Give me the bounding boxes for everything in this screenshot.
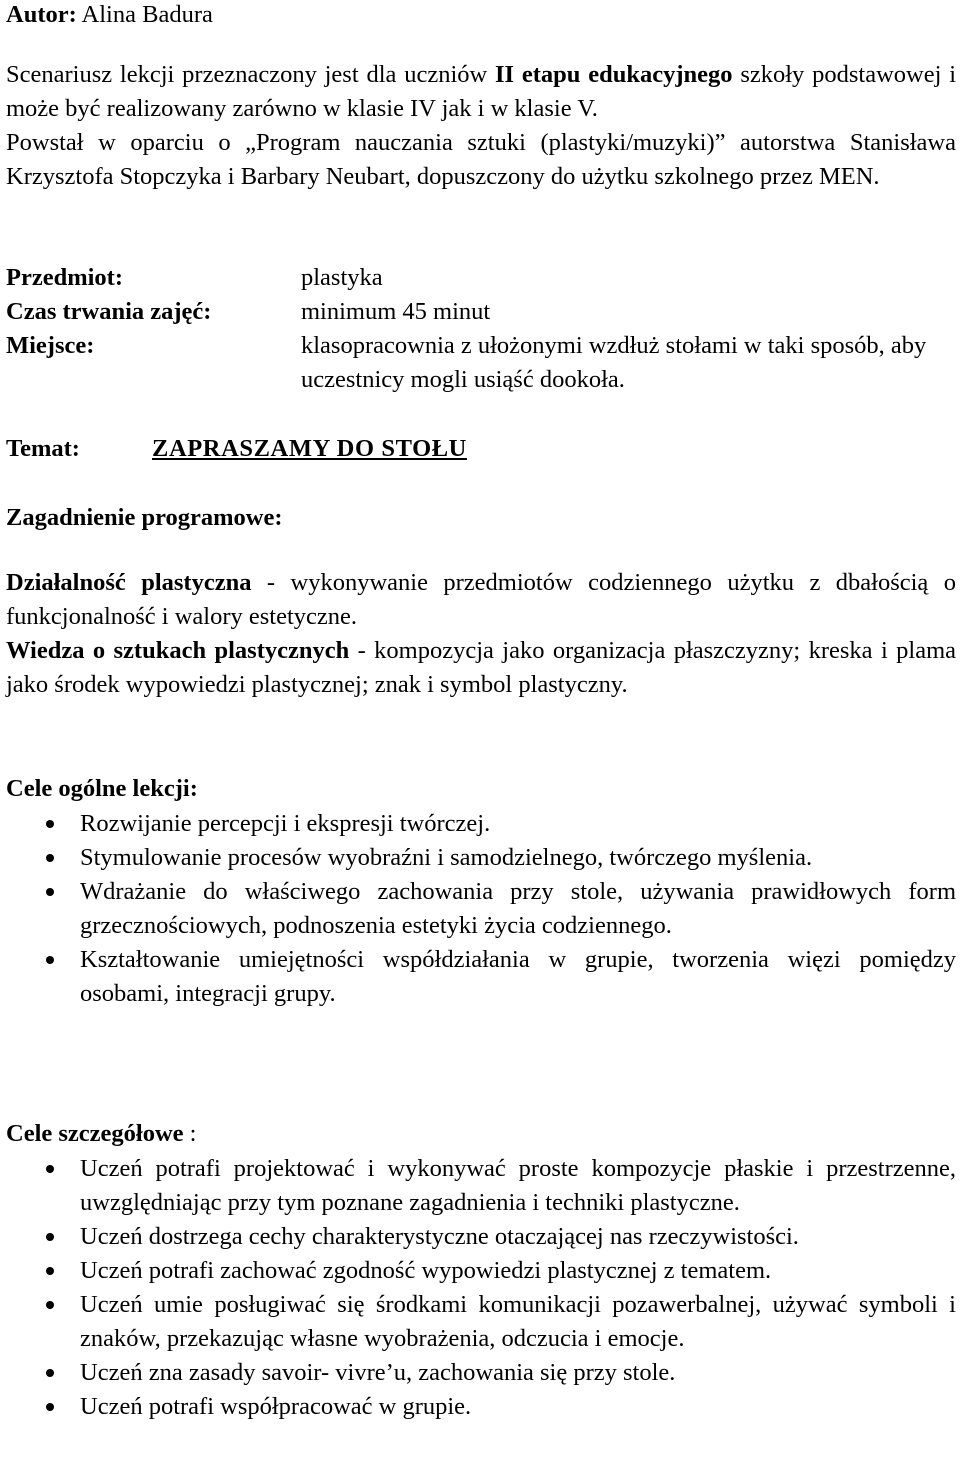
list-item: Uczeń umie posługiwać się środkami komunikacji pozawerbalnej, używać symboli i znaków, przekazując własne wyobrażenia, odczucia i emocje. [6,1288,956,1356]
list-item: Uczeń dostrzega cechy charakterystyczne otaczającej nas rzeczywistości. [6,1220,956,1254]
lesson-info [6,261,956,397]
detailed-goals-heading: Cele szczegółowe [6,1120,184,1147]
intro [6,58,956,194]
intro-stage: II etapu edukacyjnego [495,61,733,88]
intro-text: Scenariusz lekcji przeznaczony jest dla uczniów [6,61,495,88]
author-name: Alina Badura [81,1,213,28]
list-item: Kształtowanie umiejętności współdziałania w grupie, tworzenia więzi pomiędzy osobami, integracji grupy. [6,943,956,1011]
list-item: Uczeń zna zasady savoir- vivre’u, zachowania się przy stole. [6,1356,956,1390]
detailed-goals-colon: : [183,1120,197,1147]
intro-paragraph-2: Powstał w oparciu o „Program nauczania sztuki (plastyki/muzyki)” autorstwa Stanisława Krzysztofa Stopczyka i Barbary Neubart, dopuszczony do użytku szkolnego przez MEN. [6,129,956,190]
program-item-2-text: - kompozycja jako organizacja płaszczyzny; kreska i plama jako środek wypowiedzi plastycznej; znak i symbol plastyczny. [6,637,956,698]
program-heading: Zagadnienie programowe: [6,504,283,531]
list-item: Wdrażanie do właściwego zachowania przy stole, używania prawidłowych form grzecznościowych, podnoszenia estetyki życia codziennego. [6,875,956,943]
general-goals-list [6,807,956,1011]
intro-text-rest: szkoły podstawowej i może być realizowany zarówno w klasie IV jak i w klasie V. [6,61,956,122]
place-row [6,329,956,397]
list-item: Rozwijanie percepcji i ekspresji twórczej. [6,807,956,841]
subject-value: plastyka [301,264,383,291]
program-items [6,566,956,702]
program-item-1-title: Działalność plastyczna [6,569,252,596]
program-item-1 [6,566,956,634]
program-item-2-title: Wiedza o sztukach plastycznych [6,637,350,664]
subject-label: Przedmiot: [6,264,123,291]
general-goals-heading: Cele ogólne lekcji: [6,775,198,802]
list-item: Stymulowanie procesów wyobraźni i samodzielnego, twórczego myślenia. [6,841,956,875]
duration-label: Czas trwania zajęć: [6,298,212,325]
intro-paragraph-1 [6,58,956,126]
topic-row [6,432,467,466]
program-item-2 [6,634,956,702]
subject-row [6,261,956,295]
list-item: Uczeń potrafi zachować zgodność wypowiedzi plastycznej z tematem. [6,1254,956,1288]
author-line [6,0,213,32]
place-value: klasopracownia z ułożonymi wzdłuż stołami w taki sposób, aby uczestnicy mogli usiąść dookoła. [301,332,927,393]
topic-title: ZAPRASZAMY DO STOŁU [152,435,467,462]
author-label: Autor: [6,1,77,28]
duration-row [6,295,956,329]
duration-value: minimum 45 minut [301,298,491,325]
detailed-goals-heading-line [6,1117,196,1151]
detailed-goals-list [6,1152,956,1424]
list-item: Uczeń potrafi współpracować w grupie. [6,1390,956,1424]
list-item: Uczeń potrafi projektować i wykonywać proste kompozycje płaskie i przestrzenne, uwzględniając przy tym poznane zagadnienia i techniki plastyczne. [6,1152,956,1220]
topic-label: Temat: [6,435,80,462]
place-label: Miejsce: [6,332,95,359]
program-item-1-text: - wykonywanie przedmiotów codziennego użytku z dbałością o funkcjonalność i walory estetyczne. [6,569,956,630]
